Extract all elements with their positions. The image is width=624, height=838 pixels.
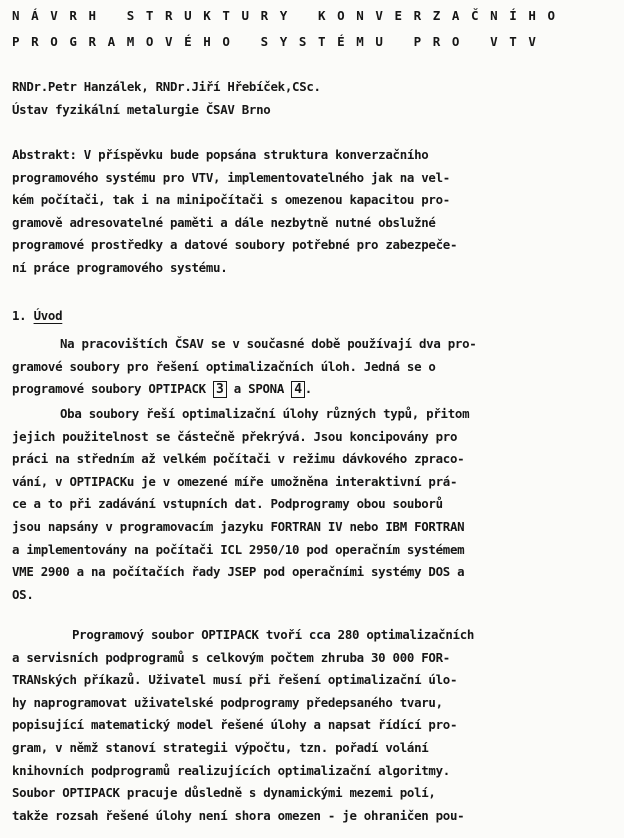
section-heading (12, 305, 62, 328)
section-title: Úvod (33, 308, 63, 323)
title-line-1: NÁVRH STRUKTURY KONVERZAČNÍHO (12, 8, 567, 23)
abstract-line: Abstrakt: V příspěvku bude popsána struktura konverzačního (12, 147, 429, 162)
citation-3: 3 (213, 381, 227, 398)
paragraph-2 (12, 403, 469, 606)
abstract-line: programového systému pro VTV, implementovatelného jak na vel- (12, 169, 450, 185)
paragraph-line: popisující matematický model řešené úlohy a napsat řídící pro- (12, 717, 458, 733)
paragraph-line: gram, v němž stanoví strategii výpočtu, tzn. pořadí volání (12, 739, 429, 755)
text-span: . (304, 381, 312, 397)
author-institution: Ústav fyzikální metalurgie ČSAV Brno (12, 101, 271, 117)
section-number: 1. (12, 308, 27, 323)
abstract-block (12, 144, 457, 280)
paragraph-line: vání, v OPTIPACKu je v omezené míře umožněna interaktivní prá- (12, 473, 458, 489)
paragraph-line: Soubor OPTIPACK pracuje důsledně s dynamickými mezemi polí, (12, 785, 436, 801)
paragraph-line: a implementovány na počítači ICL 2950/10 pod operačním systémem (12, 541, 465, 557)
abstract-line: ní práce programového systému. (12, 259, 228, 275)
title-line-2: PROGRAMOVÉHO SYSTÉMU PRO VTV (12, 34, 548, 49)
paragraph-line: a servisních podprogramů s celkovým počtem zhruba 30 000 FOR- (12, 649, 450, 665)
paragraph-line: jejich použitelnost se částečně překrývá. Jsou koncipovány pro (12, 428, 458, 444)
paragraph-line: Programový soubor OPTIPACK tvoří cca 280 optimalizačních (72, 627, 475, 642)
paragraph-line (12, 378, 476, 401)
paragraph-line: OS. (12, 586, 34, 602)
paragraph-line: práci na středním až velkém počítači v režimu dávkového zpraco- (12, 451, 465, 467)
paragraph-3 (12, 624, 474, 827)
paragraph-line: takže rozsah řešené úlohy není shora omezen - je ohraničen pou- (12, 807, 465, 823)
authors-block (12, 76, 321, 121)
paragraph-line: gramové soubory pro řešení optimalizačních úloh. Jedná se o (12, 358, 436, 374)
paragraph-line: jsou napsány v programovacím jazyku FORTRAN IV nebo IBM FORTRAN (12, 518, 465, 534)
paragraph-line: ce a to při zadávání vstupních dat. Podprogramy obou souborů (12, 496, 443, 512)
paragraph-line: VME 2900 a na počítačích řady JSEP pod operačními systémy DOS a (12, 564, 465, 580)
abstract-line: programové prostředky a datové soubory potřebné pro zabezpeče- (12, 237, 458, 253)
text-span: a SPONA (226, 381, 292, 397)
paragraph-line: knihovních podprogramů realizujících optimalizační algoritmy. (12, 762, 450, 778)
paragraph-line: TRANských příkazů. Uživatel musí při řešení optimalizační úlo- (12, 672, 458, 688)
abstract-line: gramově adresovatelné paměti a dále nezbytně nutné obslužné (12, 214, 436, 230)
citation-4: 4 (291, 381, 305, 398)
paragraph-line: hy naprogramovat uživatelské podprogramy předepsaného tvaru, (12, 694, 443, 710)
paragraph-line: Na pracovištích ČSAV se v současné době používají dva pro- (60, 336, 477, 351)
paragraph-1 (12, 333, 476, 401)
text-span: programové soubory OPTIPACK (12, 381, 214, 397)
author-names: RNDr.Petr Hanzálek, RNDr.Jiří Hřebíček,CSc. (12, 79, 321, 94)
abstract-line: kém počítači, tak i na minipočítači s omezenou kapacitou pro- (12, 192, 450, 208)
paragraph-line: Oba soubory řeší optimalizační úlohy různých typů, přitom (60, 406, 470, 421)
